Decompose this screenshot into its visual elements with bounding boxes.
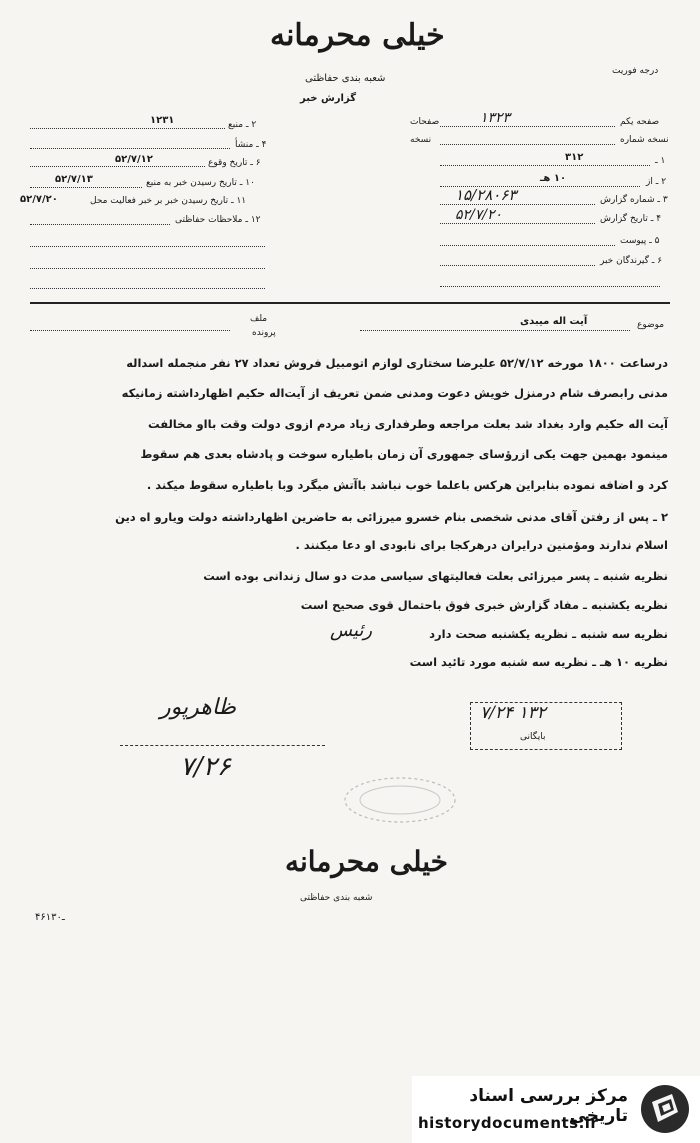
field-source-line — [30, 128, 225, 129]
field-notes-line-3 — [30, 268, 265, 269]
urgency-label: درجه فوریت — [612, 66, 659, 76]
stamp-label: بایگانی — [520, 732, 546, 742]
field-receipt-label: ۱۰ ـ تاریخ رسیدن خبر به منبع — [146, 178, 255, 188]
page-number-line — [440, 126, 615, 127]
body-line: نظریه یکشنبه ـ مفاد گزارش خبری فوق باحتمال قوی صحیح است — [300, 598, 668, 612]
field-arrival-label: ۱۱ ـ تاریخ رسیدن خبر بر خبر فعالیت محل — [90, 196, 247, 206]
report-number-line — [440, 204, 595, 205]
file-value: پرونده — [252, 328, 276, 338]
archive-logo-icon — [638, 1082, 692, 1136]
body-line: اسلام ندارند ومؤمنین درایران درهرکجا برای نابودی او دعا میکنند . — [295, 538, 668, 552]
report-number-label: ۳ ـ شماره گزارش — [600, 195, 668, 205]
recipients-label: ۶ ـ گیرندگان خبر — [600, 256, 663, 266]
field-1-value: ۳۱۲ — [565, 152, 584, 163]
field-origin-line — [30, 148, 230, 149]
report-date-line — [440, 223, 595, 224]
field-notes-line — [30, 224, 170, 225]
pages-label: صفحات — [410, 117, 440, 127]
field-notes-line-4 — [30, 288, 265, 289]
field-occurrence-line — [30, 166, 205, 167]
field-notes-label: ۱۲ ـ ملاحظات حفاظتی — [175, 215, 261, 225]
body-line: کرد و اضافه نموده بنابراین هرکس باعلما خوب نباشد باآتش میگرد وبا باطیاره سقوط میکند . — [146, 478, 668, 492]
field-from-value: ۱۰ هـ — [540, 173, 567, 184]
brand-url[interactable]: historydocuments.ir — [418, 1114, 599, 1132]
file-label: ملف — [250, 314, 268, 324]
brand-bar — [412, 1076, 700, 1143]
field-occurrence-label: ۶ ـ تاریخ وقوع — [208, 158, 261, 168]
stamp-handwriting: ۱۳۲ ۷/۲۴ — [480, 703, 546, 723]
field-origin-label: ۴ ـ منشأ — [235, 140, 267, 150]
page-number-label: صفحه یکم — [620, 117, 660, 127]
file-line — [30, 330, 230, 331]
section-divider — [30, 302, 670, 304]
body-line: مدنی رابصرف شام درمنزل خویش دعوت ومدنی ضمن تعریف از آیت‌اله حکیم اظهارداشته زمانیکه — [121, 386, 668, 400]
recipients-line — [440, 265, 595, 266]
field-receipt-line — [30, 187, 142, 188]
faint-seal-icon — [330, 770, 470, 830]
body-line: نظریه شنبه ـ پسر میرزائی بعلت فعالیتهای سیاسی مدت دو سال زندانی بوده است — [203, 569, 668, 583]
attachment-label: ۵ ـ پیوست — [620, 236, 660, 246]
field-source-value: ۱۲۳۱ — [150, 115, 175, 126]
body-line: ۲ ـ پس از رفتن آقای مدنی شخصی بنام خسرو میرزائی به حاضرین اظهارداشته دولت ویارو اه دین — [115, 510, 668, 524]
report-type: گزارش خبر — [300, 93, 357, 104]
recipients-line-2 — [440, 286, 660, 287]
handwritten-date: ۷/۲۶ — [180, 752, 231, 782]
field-arrival-value: ۵۲/۷/۲۰ — [20, 194, 58, 205]
body-line: مینمود بهمین جهت یکی ازرؤسای جمهوری آن زمان باطیاره سوخت و پادشاه بعدی هم سقوط — [140, 447, 668, 461]
field-1-label: ۱ ـ — [655, 156, 666, 166]
body-line: نظریه ۱۰ هـ ـ نظریه سه شنبه مورد تائید است — [409, 655, 668, 669]
field-receipt-value: ۵۲/۷/۱۳ — [55, 174, 93, 185]
page-hand-number: ۱۳۲۳ — [480, 110, 511, 126]
field-1-line — [440, 165, 650, 166]
body-line: درساعت ۱۸۰۰ مورخه ۵۲/۷/۱۲ علیرضا سختاری لوازم اتومبیل فروش تعداد ۲۷ نفر منجمله اسداله — [126, 356, 668, 370]
report-date-label: ۴ ـ تاریخ گزارش — [600, 214, 662, 224]
classification-top: خیلی محرمانه — [270, 18, 445, 53]
brand-name: مرکز بررسی اسناد تاریخی — [469, 1086, 628, 1126]
page-code: ۴۶ـ۱۳۰ — [35, 912, 65, 923]
copy-number-label: نسخه شماره — [620, 135, 669, 145]
signature-line — [120, 745, 325, 746]
handwritten-note: رئیس — [330, 620, 373, 641]
field-notes-line-2 — [30, 246, 265, 247]
report-date-value: ۵۲/۷/۲۰ — [455, 207, 503, 223]
attachment-line — [440, 245, 615, 246]
subject-line — [360, 330, 630, 331]
report-number-value: ۱۵/۲۸۰۶۳ — [455, 186, 517, 204]
field-from-label: ۲ ـ از — [646, 177, 667, 187]
field-occurrence-value: ۵۲/۷/۱۲ — [115, 154, 153, 165]
body-line: نظریه سه شنبه ـ نظریه یکشنبه صحت دارد — [429, 627, 668, 641]
handwritten-signature: ظاهرپور — [160, 695, 237, 720]
subject-value: آیت اله میبدی — [520, 316, 588, 327]
subject-label: موضوع — [637, 320, 665, 330]
body-line: آیت اله حکیم وارد بغداد شد بعلت مراجعه وطرفداری زیاد مردم ازوی دولت وقت بااو مخالفت — [148, 417, 668, 431]
copy-number-line — [440, 144, 615, 145]
classification-bottom: خیلی محرمانه — [285, 845, 448, 878]
sub-office: شعبه بندی حفاظتی — [305, 73, 386, 84]
field-source-label: ۲ ـ منبع — [228, 120, 257, 130]
sub-office-bottom: شعبه بندی حفاظتی — [300, 893, 373, 903]
copy-label: نسخه — [410, 135, 432, 145]
